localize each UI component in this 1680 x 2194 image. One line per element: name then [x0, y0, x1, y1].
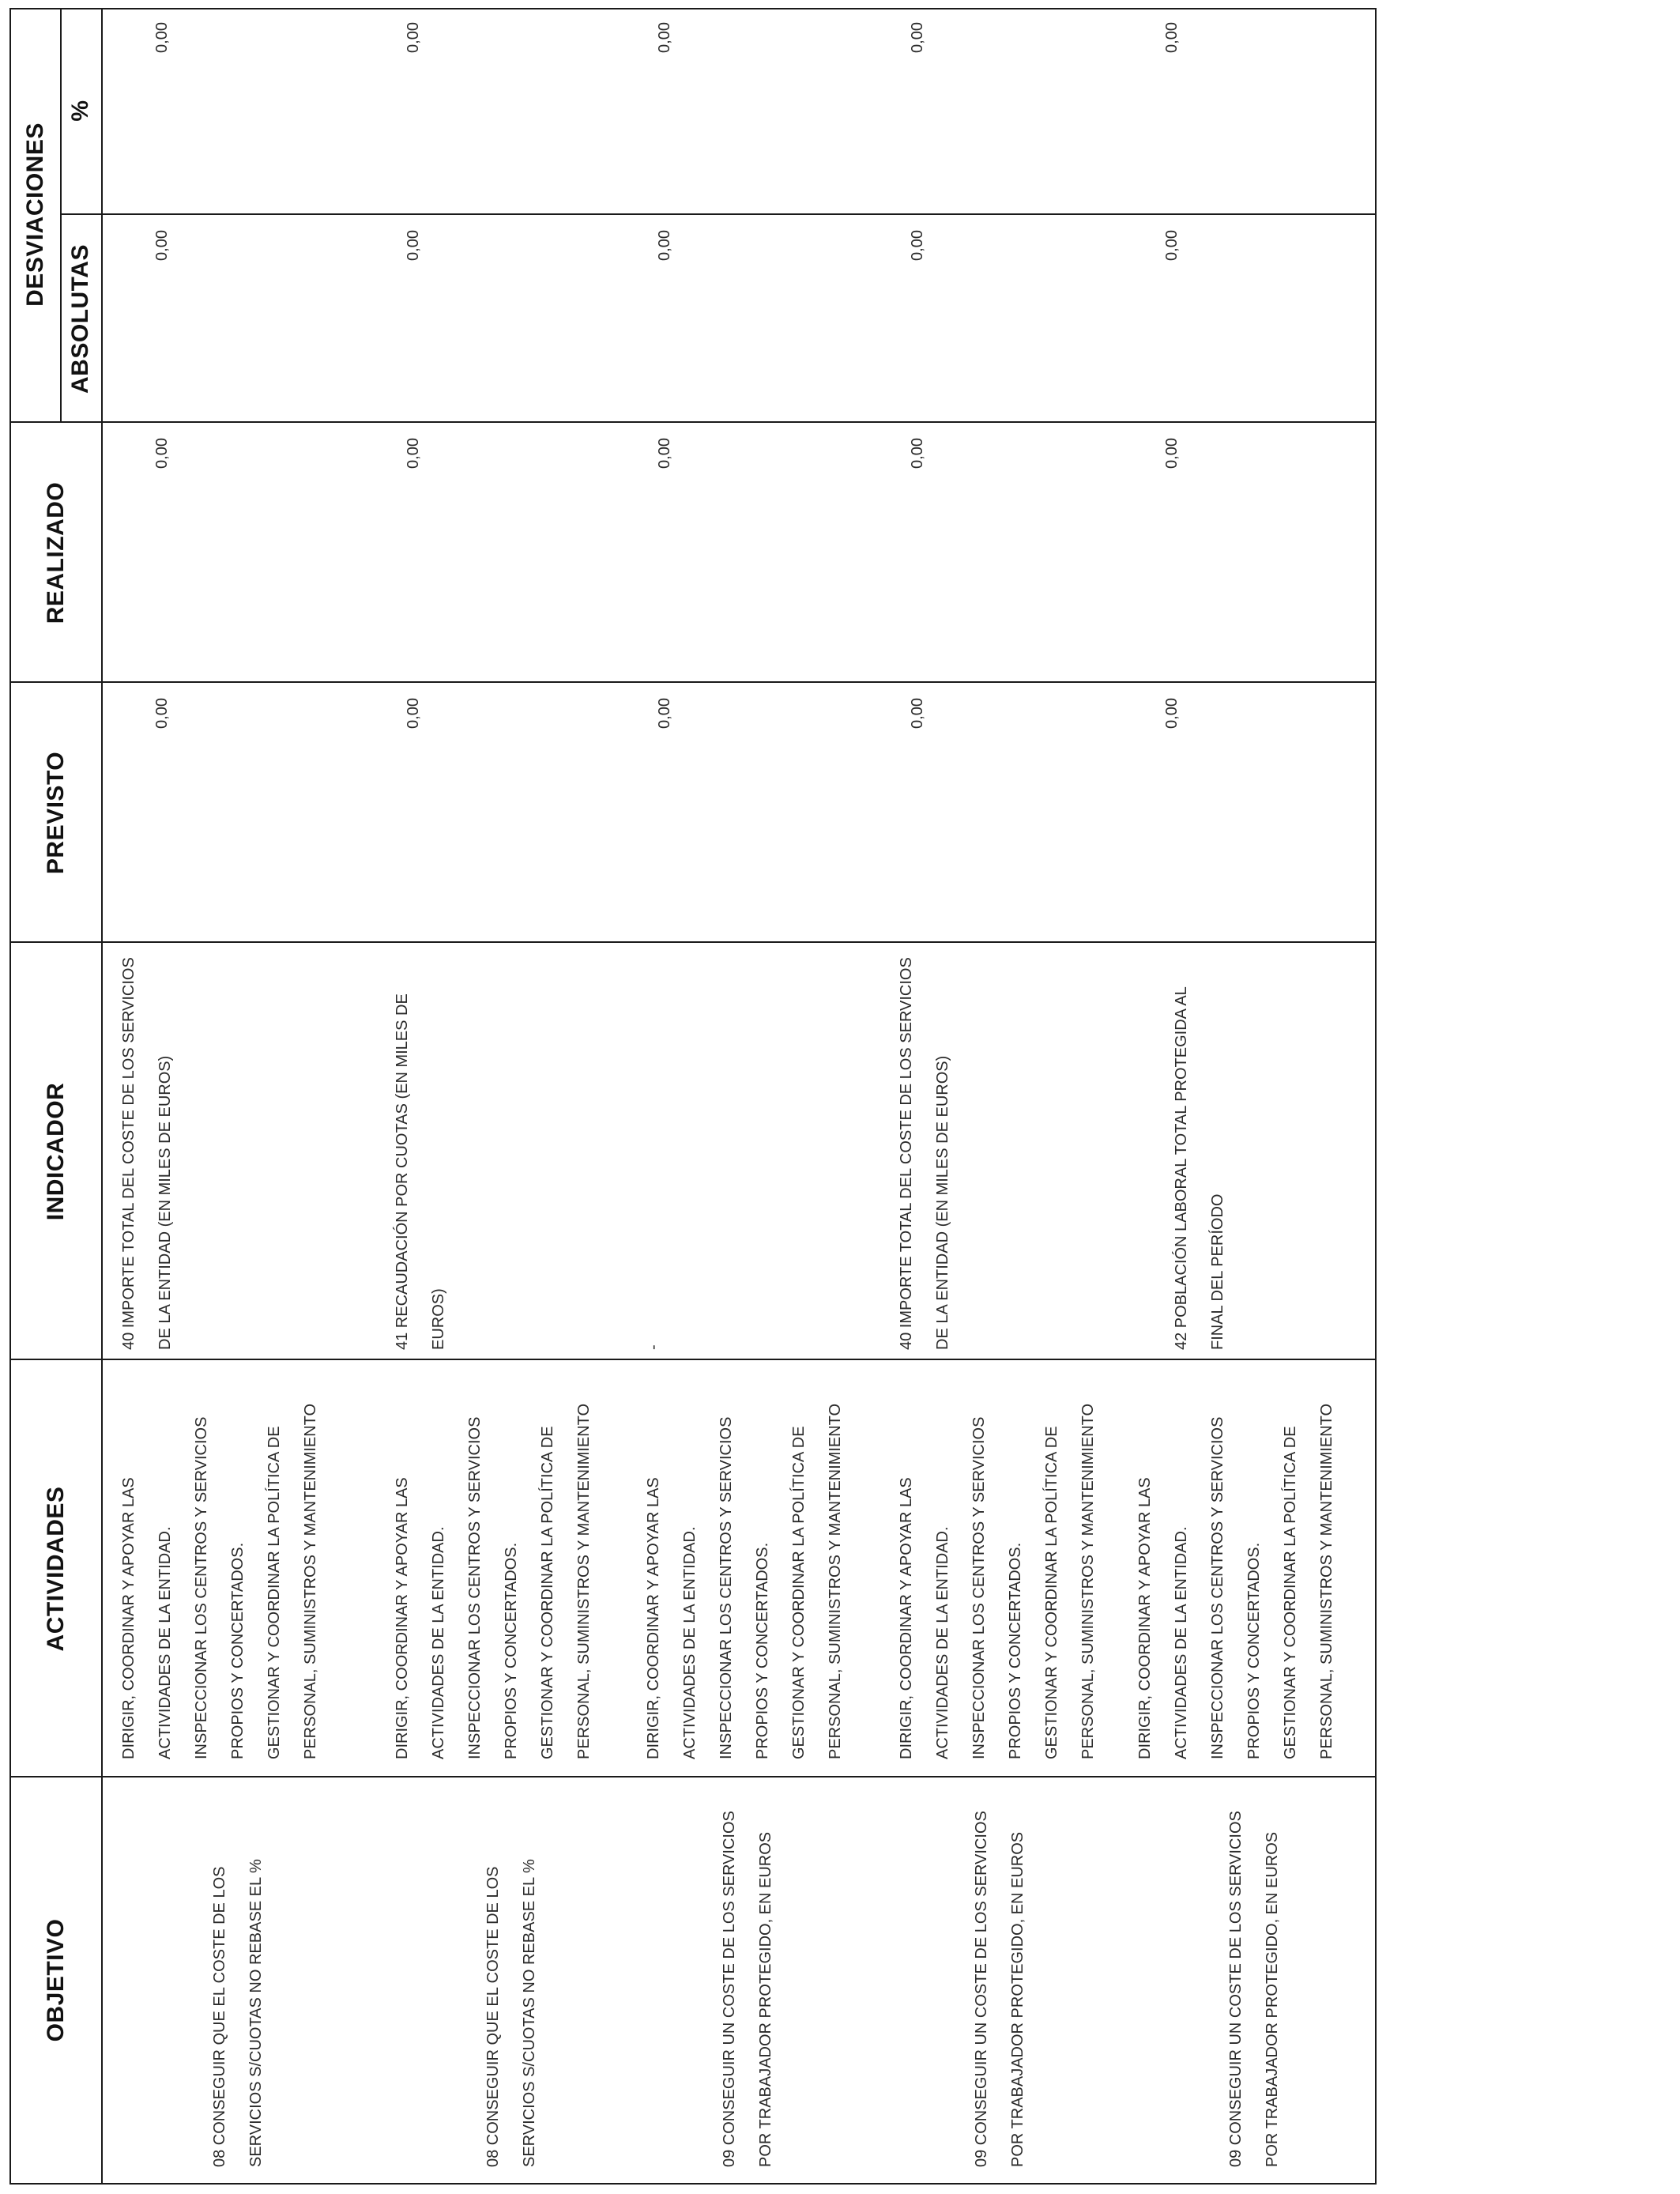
- actividad-item: DIRIGIR, COORDINAR Y APOYAR LAS ACTIVIDADES DE LA ENTIDAD.: [898, 1477, 951, 1759]
- porcentaje-value: 0,00: [909, 22, 926, 53]
- porcentaje-value: 0,00: [405, 22, 422, 53]
- objetivo-cell: 09 CONSEGUIR UN COSTE DE LOS SERVICIOS POR TRABAJADOR PROTEGIDO, EN EUROS: [973, 1811, 1026, 2167]
- actividades-cell: [888, 1372, 1106, 1759]
- previsto-value: 0,00: [405, 698, 422, 729]
- actividad-item: DIRIGIR, COORDINAR Y APOYAR LAS ACTIVIDADES DE LA ENTIDAD.: [120, 1477, 174, 1759]
- actividad-item: INSPECCIONAR LOS CENTROS Y SERVICIOS PROPIOS Y CONCERTADOS.: [466, 1416, 520, 1759]
- actividad-item: DIRIGIR, COORDINAR Y APOYAR LAS ACTIVIDADES DE LA ENTIDAD.: [394, 1477, 447, 1759]
- indicador-cell: 42 POBLACIÓN LABORAL TOTAL PROTEGIDA AL FINAL DEL PERÍODO: [1173, 986, 1226, 1350]
- actividades-cell: [635, 1372, 853, 1759]
- previsto-value: 0,00: [1163, 698, 1181, 729]
- actividad-item: DIRIGIR, COORDINAR Y APOYAR LAS ACTIVIDADES DE LA ENTIDAD.: [645, 1477, 699, 1759]
- realizado-value: 0,00: [1163, 438, 1181, 469]
- column-divider: [11, 1776, 1375, 1777]
- previsto-value: 0,00: [909, 698, 926, 729]
- porcentaje-value: 0,00: [153, 22, 171, 53]
- header-divider: [101, 9, 103, 2183]
- porcentaje-value: 0,00: [1163, 22, 1181, 53]
- header-desviaciones: DESVIACIONES: [22, 123, 48, 307]
- actividad-item: INSPECCIONAR LOS CENTROS Y SERVICIOS PROPIOS Y CONCERTADOS.: [1209, 1416, 1263, 1759]
- header-indicador: INDICADOR: [43, 1082, 69, 1221]
- actividad-item: INSPECCIONAR LOS CENTROS Y SERVICIOS PROPIOS Y CONCERTADOS.: [970, 1416, 1024, 1759]
- realizado-value: 0,00: [405, 438, 422, 469]
- indicador-cell: 41 RECAUDACIÓN POR CUOTAS (EN MILES DE EUROS): [394, 993, 447, 1350]
- realizado-value: 0,00: [153, 438, 171, 469]
- absolutas-value: 0,00: [656, 230, 673, 261]
- actividad-item: INSPECCIONAR LOS CENTROS Y SERVICIOS PROPIOS Y CONCERTADOS.: [718, 1416, 771, 1759]
- absolutas-value: 0,00: [1163, 230, 1181, 261]
- header-realizado: REALIZADO: [43, 481, 69, 624]
- objetivo-cell: 08 CONSEGUIR QUE EL COSTE DE LOS SERVICIOS S/CUOTAS NO REBASE EL %: [484, 1859, 538, 2167]
- actividad-item: INSPECCIONAR LOS CENTROS Y SERVICIOS PROPIOS Y CONCERTADOS.: [193, 1416, 247, 1759]
- objetivo-cell: 09 CONSEGUIR UN COSTE DE LOS SERVICIOS POR TRABAJADOR PROTEGIDO, EN EUROS: [1227, 1811, 1281, 2167]
- actividades-cell: [384, 1372, 602, 1759]
- actividad-item: DIRIGIR, COORDINAR Y APOYAR LAS ACTIVIDADES DE LA ENTIDAD.: [1136, 1477, 1190, 1759]
- indicador-cell: -: [645, 1344, 662, 1350]
- actividad-item: GESTIONAR Y COORDINAR LA POLÍTICA DE PERSONAL, SUMINISTROS Y MANTENIMIENTO: [1282, 1403, 1335, 1759]
- indicador-cell: 40 IMPORTE TOTAL DEL COSTE DE LOS SERVICIOS DE LA ENTIDAD (EN MILES DE EUROS): [120, 957, 174, 1350]
- previsto-value: 0,00: [656, 698, 673, 729]
- previsto-value: 0,00: [153, 698, 171, 729]
- actividad-item: GESTIONAR Y COORDINAR LA POLÍTICA DE PERSONAL, SUMINISTROS Y MANTENIMIENTO: [790, 1403, 844, 1759]
- absolutas-value: 0,00: [405, 230, 422, 261]
- objetivo-cell: 08 CONSEGUIR QUE EL COSTE DE LOS SERVICIOS S/CUOTAS NO REBASE EL %: [211, 1859, 265, 2167]
- porcentaje-value: 0,00: [656, 22, 673, 53]
- header-absolutas: ABSOLUTAS: [67, 244, 93, 394]
- header-objetivo: OBJETIVO: [43, 1918, 69, 2042]
- realizado-value: 0,00: [656, 438, 673, 469]
- indicador-cell: 40 IMPORTE TOTAL DEL COSTE DE LOS SERVICIOS DE LA ENTIDAD (EN MILES DE EUROS): [898, 957, 951, 1350]
- absolutas-value: 0,00: [153, 230, 171, 261]
- objetivo-cell: 09 CONSEGUIR UN COSTE DE LOS SERVICIOS POR TRABAJADOR PROTEGIDO, EN EUROS: [721, 1811, 774, 2167]
- actividades-cell: [1127, 1372, 1345, 1759]
- column-divider: [11, 1359, 1375, 1360]
- actividades-cell: [111, 1372, 329, 1759]
- header-porcentaje: %: [67, 100, 93, 122]
- actividad-item: GESTIONAR Y COORDINAR LA POLÍTICA DE PERSONAL, SUMINISTROS Y MANTENIMIENTO: [266, 1403, 319, 1759]
- actividad-item: GESTIONAR Y COORDINAR LA POLÍTICA DE PERSONAL, SUMINISTROS Y MANTENIMIENTO: [1043, 1403, 1097, 1759]
- indicators-table: [9, 8, 1377, 2185]
- absolutas-value: 0,00: [909, 230, 926, 261]
- header-previsto: PREVISTO: [43, 751, 69, 875]
- actividad-item: GESTIONAR Y COORDINAR LA POLÍTICA DE PERSONAL, SUMINISTROS Y MANTENIMIENTO: [539, 1403, 593, 1759]
- realizado-value: 0,00: [909, 438, 926, 469]
- header-actividades: ACTIVIDADES: [43, 1486, 69, 1652]
